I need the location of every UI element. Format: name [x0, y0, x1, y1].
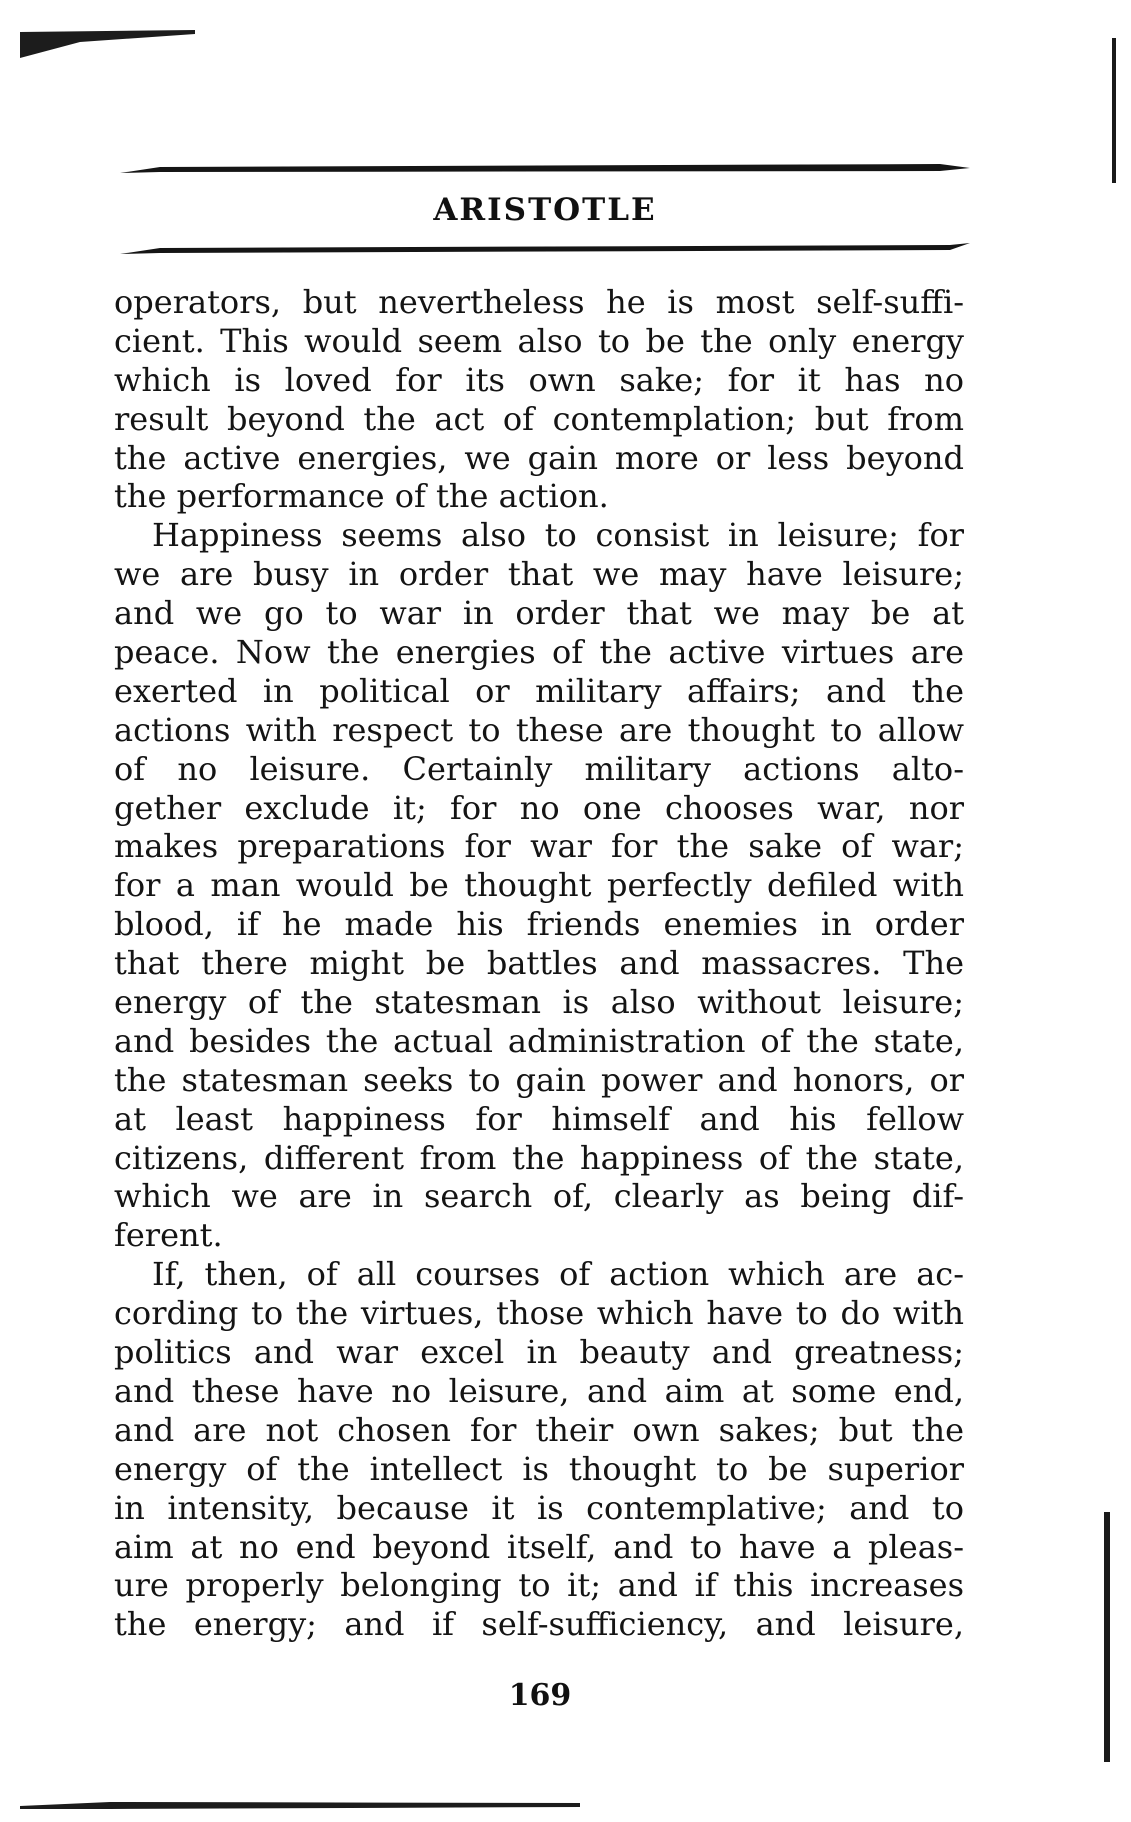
- body-text: [114, 283, 964, 1644]
- text-line: actions with respect to these are thought to allow: [114, 710, 964, 749]
- header-rule-top: [120, 163, 970, 177]
- scan-edge-mark-top: [1112, 38, 1116, 183]
- text-line: and besides the actual administration of the state,: [114, 1021, 964, 1060]
- text-line: ferent.: [114, 1216, 223, 1255]
- text-line: and are not chosen for their own sakes; but the: [114, 1410, 964, 1449]
- text-line: politics and war excel in beauty and greatness;: [114, 1333, 964, 1372]
- text-line: exerted in political or military affairs; and the: [114, 671, 964, 710]
- text-line: makes preparations for war for the sake of war;: [114, 827, 964, 866]
- header-rule-bottom: [120, 242, 970, 256]
- text-line: which is loved for its own sake; for it has no: [114, 360, 964, 399]
- text-line: citizens, different from the happiness of the state,: [114, 1138, 964, 1177]
- text-line: the active energies, we gain more or less beyond: [114, 438, 964, 477]
- text-line: we are busy in order that we may have leisure;: [114, 555, 964, 594]
- text-line: the statesman seeks to gain power and honors, or: [114, 1060, 964, 1099]
- text-line: gether exclude it; for no one chooses war, nor: [114, 788, 964, 827]
- text-line: and these have no leisure, and aim at some end,: [114, 1371, 964, 1410]
- text-line: peace. Now the energies of the active virtues are: [114, 633, 964, 672]
- text-line: energy of the intellect is thought to be superior: [114, 1449, 964, 1488]
- scan-corner-artifact: [20, 28, 200, 60]
- scan-bottom-artifact: [20, 1800, 580, 1810]
- text-line: and we go to war in order that we may be at: [114, 594, 964, 633]
- text-line: at least happiness for himself and his fellow: [114, 1099, 964, 1138]
- scan-edge-mark-bottom: [1104, 1512, 1110, 1762]
- text-line: the performance of the action.: [114, 477, 609, 516]
- text-line: which we are in search of, clearly as being dif-: [114, 1177, 964, 1216]
- text-line: in intensity, because it is contemplative; and to: [114, 1488, 964, 1527]
- text-line: blood, if he made his friends enemies in order: [114, 905, 964, 944]
- text-line: aim at no end beyond itself, and to have a pleas-: [114, 1527, 964, 1566]
- text-line: Happiness seems also to consist in leisure; for: [152, 516, 964, 555]
- text-line: operators, but nevertheless he is most self-suffi-: [114, 283, 964, 321]
- running-head: ARISTOTLE: [433, 192, 657, 228]
- text-line: If, then, of all courses of action which are ac-: [152, 1255, 964, 1294]
- text-line: that there might be battles and massacres. The: [114, 944, 964, 983]
- text-line: cording to the virtues, those which have to do with: [114, 1294, 964, 1333]
- text-line: ure properly belonging to it; and if this increases: [114, 1566, 964, 1605]
- text-line: for a man would be thought perfectly defiled with: [114, 866, 964, 905]
- page-number: 169: [508, 1678, 572, 1713]
- text-line: the energy; and if self-sufficiency, and leisure,: [114, 1605, 964, 1644]
- text-line: result beyond the act of contemplation; but from: [114, 399, 964, 438]
- text-line: energy of the statesman is also without leisure;: [114, 983, 964, 1022]
- text-line: cient. This would seem also to be the only energy: [114, 321, 964, 360]
- text-line: of no leisure. Certainly military actions alto-: [114, 749, 964, 788]
